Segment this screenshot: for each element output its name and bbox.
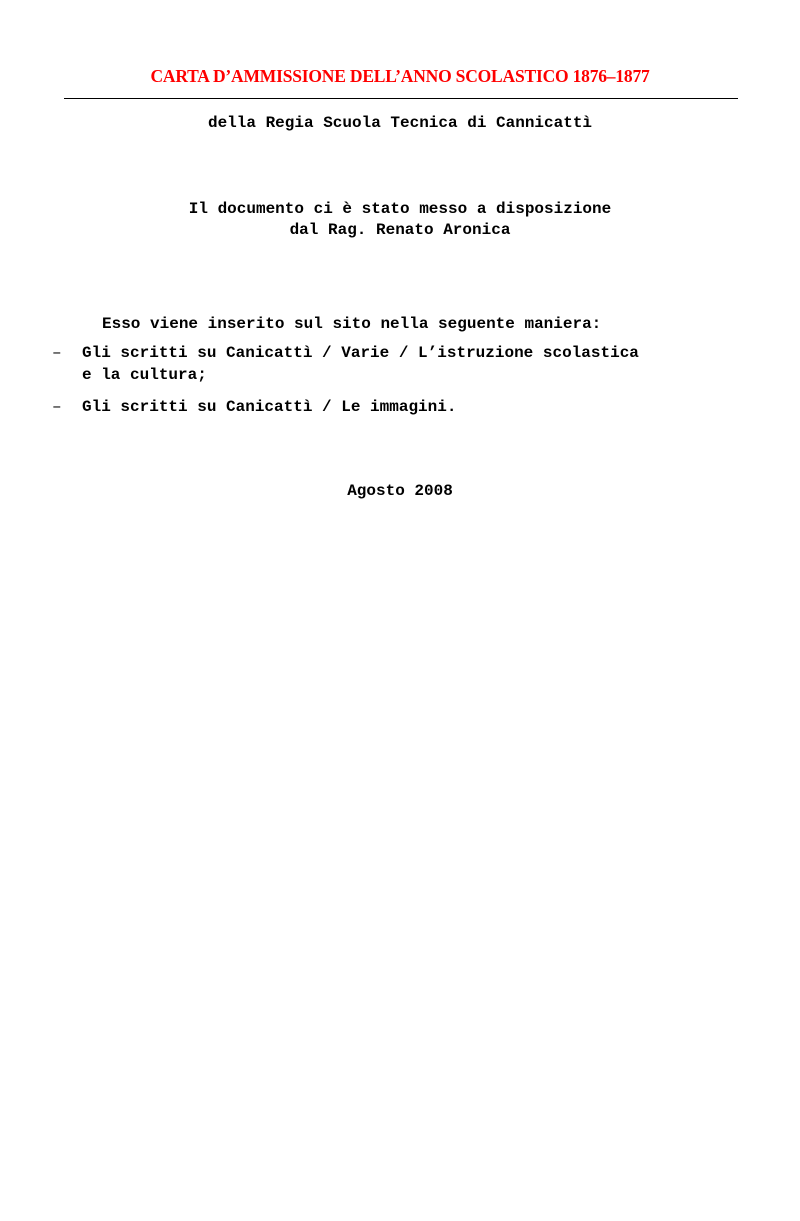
list-item-text: Gli scritti su Canicattì / Varie / L’istruzione scolastica e la cultura; <box>82 344 639 384</box>
provenance-line-2: dal Rag. Renato Aronica <box>289 221 511 239</box>
document-date: Agosto 2008 <box>347 482 453 500</box>
intro-text: Esso viene inserito sul sito nella seguente maniera: <box>102 315 602 333</box>
list-item <box>0 342 800 386</box>
placement-list <box>0 342 800 428</box>
document-subtitle: della Regia Scuola Tecnica di Cannicattì <box>207 114 593 132</box>
list-dash: – <box>52 398 62 416</box>
provenance-line-1: Il documento ci è stato messo a disposizione <box>188 200 612 218</box>
list-item-text: Gli scritti su Canicattì / Le immagini. <box>82 398 457 416</box>
title-divider <box>64 98 738 99</box>
document-title: CARTA D’AMMISSIONE DELL’ANNO SCOLASTICO 1876–1877 <box>150 66 650 86</box>
list-dash: – <box>52 344 62 362</box>
list-item <box>0 396 800 418</box>
